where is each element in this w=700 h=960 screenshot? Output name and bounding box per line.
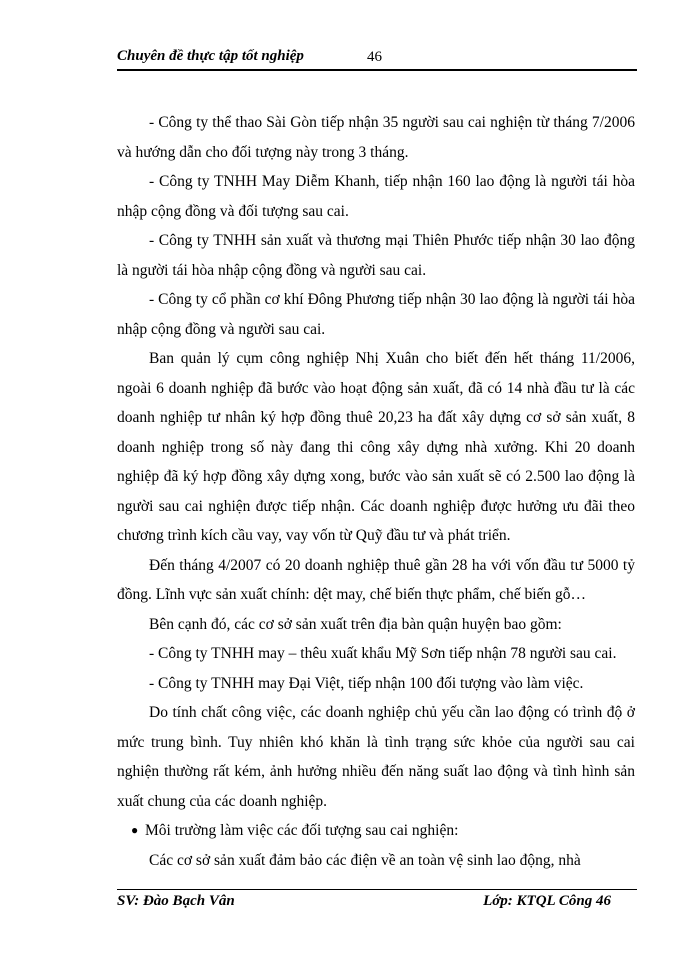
page-header (117, 48, 637, 70)
header-title: Chuyên đề thực tập tốt nghiệp (117, 48, 304, 64)
bullet-item (117, 816, 635, 846)
paragraph: - Công ty TNHH may – thêu xuất khẩu Mỹ Sơn tiếp nhận 78 người sau cai. (149, 645, 617, 662)
bullet-text: Môi trường làm việc các đối tượng sau cai nghiện: (145, 822, 459, 839)
paragraph: Do tính chất công việc, các doanh nghiệp chủ yếu cần lao động có trình độ ở mức trung bình. Tuy nhiên khó khăn là tình trạng sức khỏe của người sau cai nghiện thường rất kém, ảnh hưởng nhiều đến năng suất lao động và tình hình sản xuất chung của các doanh nghiệp. (117, 704, 635, 810)
header-rule (117, 69, 637, 71)
paragraph: - Công ty TNHH may Đại Việt, tiếp nhận 100 đối tượng vào làm việc. (149, 674, 584, 692)
paragraph: - Công ty TNHH sản xuất và thương mại Thiên Phước tiếp nhận 30 lao động là người tái hòa nhập cộng đồng và người sau cai. (117, 232, 635, 279)
footer-class: Lớp: KTQL Công 46 (483, 893, 611, 909)
paragraph: Bên cạnh đó, các cơ sở sản xuất trên địa bàn quận huyện bao gồm: (149, 615, 562, 633)
paragraph: - Công ty TNHH May Diễm Khanh, tiếp nhận 160 lao động là người tái hòa nhập cộng đồng và đối tượng sau cai. (117, 173, 635, 220)
footer-student: SV: Đào Bạch Vân (117, 893, 235, 909)
page-footer (117, 893, 637, 915)
page-number: 46 (367, 49, 382, 65)
paragraph: Ban quản lý cụm công nghiệp Nhị Xuân cho biết đến hết tháng 11/2006, ngoài 6 doanh nghiệp đã bước vào hoạt động sản xuất, đã có 14 nhà đầu tư là các doanh nghiệp tư nhân ký hợp đồng thuê 20,23 ha đất xây dựng cơ sở sản xuất, 8 doanh nghiệp trong số này đang thi công xây dựng nhà xưởng. Khi 20 doanh nghiệp đã ký hợp đồng xây dựng xong, bước vào sản xuất sẽ có 2.500 lao động là người sau cai nghiện được tiếp nhận. Các doanh nghiệp được hưởng ưu đãi theo chương trình kích cầu vay, vay vốn từ Quỹ đầu tư và phát triển. (117, 350, 635, 544)
paragraph: Đến tháng 4/2007 có 20 doanh nghiệp thuê gần 28 ha với vốn đầu tư 5000 tỷ đồng. Lĩnh vực sản xuất chính: dệt may, chế biến thực phẩm, chế biến gỗ… (117, 556, 635, 603)
paragraph: - Công ty thể thao Sài Gòn tiếp nhận 35 người sau cai nghiện từ tháng 7/2006 và hướng dẫn cho đối tượng này trong 3 tháng. (117, 114, 635, 161)
paragraph: - Công ty cổ phần cơ khí Đông Phương tiếp nhận 30 lao động là người tái hòa nhập cộng đồng và người sau cai. (117, 291, 635, 338)
footer-rule (117, 889, 637, 890)
bullet-icon: ● (131, 823, 139, 837)
document-body (117, 108, 635, 875)
paragraph: Các cơ sở sản xuất đảm bảo các điện về an toàn vệ sinh lao động, nhà (149, 851, 581, 869)
